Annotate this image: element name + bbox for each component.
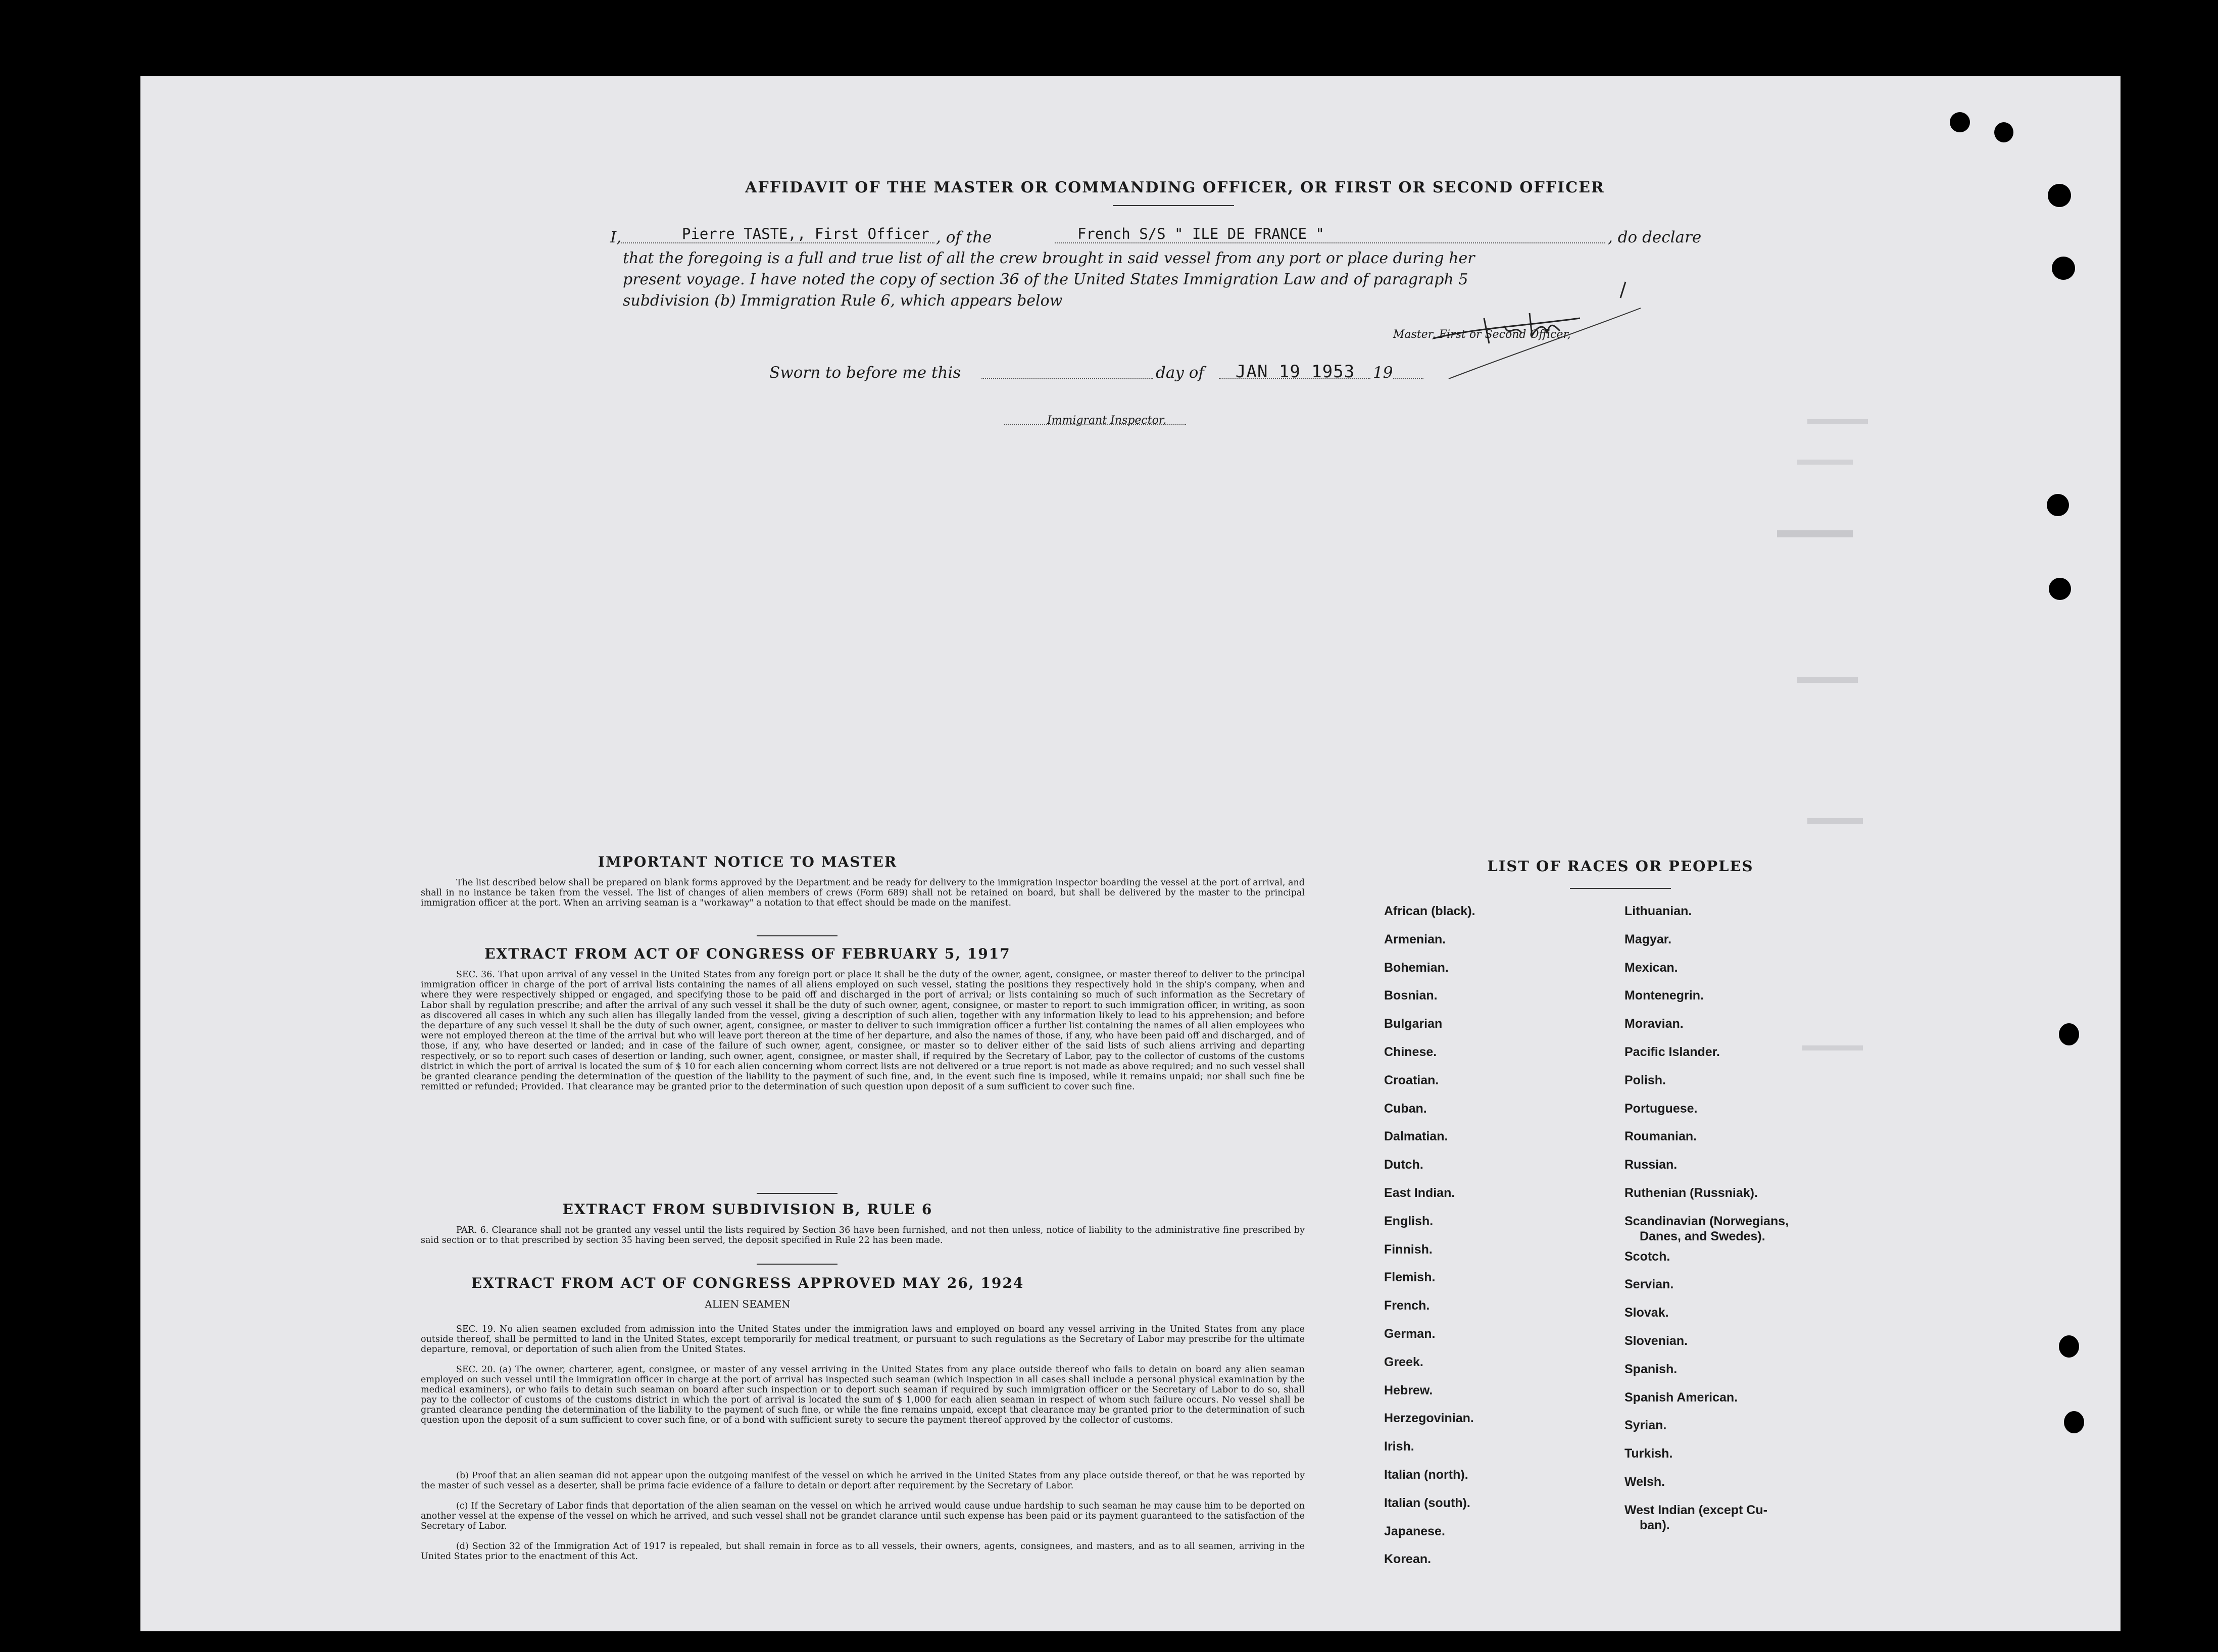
affidavit-line-4: subdivision (b) Immigration Rule 6, which appears below (623, 292, 1063, 310)
race-entry: German. (1384, 1327, 1436, 1341)
extract-1924-title: EXTRACT FROM ACT OF CONGRESS APPROVED MAY 26, 1924 (471, 1275, 1024, 1291)
sworn-label: Sworn to before me this (769, 364, 961, 382)
race-entry: Italian (south). (1384, 1495, 1470, 1510)
vessel-name: French S/S " ILE DE FRANCE " (1077, 225, 1324, 242)
bleed-mark (1777, 530, 1853, 537)
punch-hole (2059, 1335, 2079, 1358)
bleed-mark (1807, 419, 1868, 424)
race-entry: East Indian. (1384, 1186, 1455, 1200)
extract-1924-sec20a: SEC. 20. (a) The owner, charterer, agent, consignee, or master of any vessel arriving in the United States from any place outside thereof who fails to detain on board any alien seaman employed on such vessel until the immigration officer in charge at the port of arrival has inspected such seaman (which inspection in all cases shall include a personal physical examination by the medical examiners), or who fails to detain such seaman on board after such inspection or to deport such seaman if required by such immigration officer or the Secretary of Labor to do so, shall pay to the collector of customs of the customs district in which the port of arrival is located the sum of $ 1,000 for each alien seaman in respect of whom such failure occurs. No vessel shall be granted clearance pending the determination of the liability to the payment of such fine, or while the fine remains unpaid, except that clearance may be granted prior to the determination of such question upon the deposit of a sum sufficient to cover such fine, or of a bond with sufficient surety to secure the payment thereof approved by the collector of customs. (421, 1365, 1305, 1425)
race-entry: Cuban. (1384, 1101, 1427, 1116)
punch-hole (2052, 257, 2075, 280)
race-entry: Welsh. (1624, 1475, 1665, 1489)
race-entry: Lithuanian. (1624, 904, 1692, 918)
bleed-mark (1807, 818, 1863, 824)
race-entry: Bosnian. (1384, 988, 1438, 1003)
race-entry: Servian. (1624, 1277, 1674, 1292)
race-entry: Italian (north). (1384, 1468, 1468, 1482)
race-entry: Flemish. (1384, 1270, 1436, 1285)
race-entry: Chinese. (1384, 1045, 1437, 1059)
race-entry: African (black). (1384, 904, 1475, 918)
punch-hole (2048, 184, 2071, 207)
races-title: LIST OF RACES OR PEOPLES (1487, 858, 1754, 875)
race-entry: West Indian (except Cu- (1624, 1503, 1767, 1517)
race-entry: Greek. (1384, 1355, 1423, 1369)
i-label: I, (610, 228, 622, 246)
race-entry: Herzegovinian. (1384, 1411, 1474, 1426)
race-entry: Japanese. (1384, 1524, 1445, 1538)
officer-rank: , First Officer (797, 225, 929, 242)
notice-title: IMPORTANT NOTICE TO MASTER (598, 854, 898, 870)
year-label: 19 (1373, 364, 1393, 382)
race-entry: Magyar. (1624, 932, 1672, 946)
day-of-label: day of (1156, 364, 1204, 382)
extract-rule6-title: EXTRACT FROM SUBDIVISION B, RULE 6 (562, 1201, 933, 1218)
punch-hole (1950, 112, 1970, 132)
race-entry: Finnish. (1384, 1242, 1433, 1257)
race-entry: Spanish. (1624, 1362, 1678, 1376)
race-entry: Dutch. (1384, 1158, 1423, 1172)
race-entry: Danes, and Swedes). (1640, 1229, 1765, 1243)
officer-name: Pierre TASTE, (682, 225, 797, 242)
race-entry: Spanish American. (1624, 1390, 1738, 1405)
race-entry: Mexican. (1624, 960, 1678, 975)
races-column-1 (1384, 904, 1616, 1611)
race-entry: Hebrew. (1384, 1383, 1433, 1397)
race-entry: ban). (1640, 1518, 1670, 1532)
race-entry: Pacific Islander. (1624, 1045, 1720, 1059)
extract-1917-title: EXTRACT FROM ACT OF CONGRESS OF FEBRUARY 5, 1917 (484, 945, 1011, 962)
date-stamp: JAN 19 1953 (1236, 362, 1355, 382)
extract-rule6-body: PAR. 6. Clearance shall not be granted any vessel until the lists required by Section 36 have been furnished, and not then unless, notice of liability to the administrative fine prescribed by said section or to that prescribed by section 35 having been served, the deposit specified in Rule 22 has been made. (421, 1225, 1305, 1245)
alien-seamen-subtitle: ALIEN SEAMEN (705, 1298, 791, 1310)
extract-1917-body: SEC. 36. That upon arrival of any vessel in the United States from any foreign port or place it shall be the duty of the owner, agent, consignee, or master thereof to deliver to the principal immigration officer in charge of the port of arrival lists containing the names of all aliens employed on such vessel, stating the positions they respectively hold in the ship's company, when and where they were respectively shipped or engaged, and specifying those to be paid off and discharged in the port of arrival; or lists containing so much of such information as the Secretary of Labor shall by regulation prescribe; and after the arrival of any such vessel it shall be the duty of such owner, agent, consignee, or master to report to such immigration officer, in writing, as soon as discovered all cases in which any such alien has illegally landed from the vessel, giving a description of such alien, together with any information likely to lead to his apprehension; and before the departure of any such vessel it shall be the duty of such owner, agent, consignee, or master to deliver to such immigration officer a further list containing the names of all alien employees who were not employed thereon at the time of the arrival but who will leave port thereon at the time of her departure, and also the names of those, if any, who have been paid off and discharged, and of those, if any, who have deserted or landed; and in case of the failure of such owner, agent, consignee, or master so to deliver either of the said lists of such aliens arriving and departing respectively, or so to report such cases of desertion or landing, such owner, agent, consignee, or master shall, if required by the Secretary of Labor, pay to the collector of customs of the customs district in which the port of arrival is located the sum of $ 10 for each alien concerning whom correct lists are not delivered or a true report is not made as above required; and no such vessel shall be granted clearance pending the determination of the question of the liability to the payment of such fine, and, in the event such fine is imposed, while it remains unpaid; nor shall such fine be remitted or refunded; Provided. That clearance may be granted prior to the determination of such question upon deposit of a sum sufficient to cover such fine. (421, 970, 1305, 1092)
race-entry: Irish. (1384, 1439, 1414, 1454)
bleed-mark (1797, 460, 1853, 465)
race-entry: Croatian. (1384, 1073, 1439, 1087)
race-entry: Scotch. (1624, 1249, 1670, 1264)
extract-1924-sec20c: (c) If the Secretary of Labor finds that deportation of the alien seaman on the vessel on which he arrived would cause undue hardship to such seaman he may cause him to be deported on another vessel at the expense of the vessel on which he arrived, and such vessel shall not be grandet clarance until such expense has been paid or its payment guaranteed to the satisfaction of the Secretary of Labor. (421, 1501, 1305, 1531)
race-entry: Scandinavian (Norwegians, (1624, 1214, 1789, 1228)
race-entry: Slovak. (1624, 1306, 1669, 1320)
extract-1924-sec20b: (b) Proof that an alien seaman did not appear upon the outgoing manifest of the vessel on which he arrived in the United States from any place outside thereof, or that he was reported by the master of such vessel as a deserter, shall be prima facie evidence of a failure to detain or deport after requirement by the Secretary of Labor. (421, 1471, 1305, 1491)
race-entry: French. (1384, 1298, 1430, 1313)
race-entry: Bulgarian (1384, 1017, 1443, 1031)
extract-1924-sec20d: (d) Section 32 of the Immigration Act of 1917 is repealed, but shall remain in force as to all vessels, their owners, agents, consignees, and masters, and as to all seamen, arriving in the United States prior to the enactment of this Act. (421, 1541, 1305, 1562)
of-the-label: , of the (936, 228, 992, 246)
title-rule (1113, 205, 1234, 206)
extract-1924-sec19: SEC. 19. No alien seamen excluded from admission into the United States under the immigration laws and employed on board any vessel arriving in the United States from any place outside thereof, shall be permitted to land in the United States, except temporarily for medical treatment, or pursuant to such regulations as the Secretary of Labor may prescribe for the ultimate departure, removal, or deportation of such alien from the United States. (421, 1324, 1305, 1355)
punch-hole (2064, 1411, 2084, 1433)
signature-caption: Master, First or Second Officer, (1393, 328, 1571, 341)
affidavit-title: AFFIDAVIT OF THE MASTER OR COMMANDING OFFICER, OR FIRST OR SECOND OFFICER (745, 179, 1605, 196)
do-declare-label: , do declare (1608, 228, 1702, 246)
race-entry: English. (1384, 1214, 1434, 1228)
affidavit-line-2: that the foregoing is a full and true list of all the crew brought in said vessel from any port or place during her (623, 249, 1475, 267)
punch-hole (2047, 494, 2069, 516)
race-entry: Turkish. (1624, 1446, 1673, 1461)
race-entry: Slovenian. (1624, 1334, 1688, 1348)
race-entry: Dalmatian. (1384, 1129, 1448, 1144)
punch-hole (2049, 578, 2071, 600)
race-entry: Ruthenian (Russniak). (1624, 1186, 1758, 1200)
race-entry: Montenegrin. (1624, 988, 1704, 1003)
race-entry: Polish. (1624, 1073, 1666, 1087)
race-entry: Bohemian. (1384, 960, 1449, 975)
race-entry: Moravian. (1624, 1017, 1684, 1031)
race-entry: Syrian. (1624, 1418, 1667, 1433)
inspector-label: Immigrant Inspector, (1047, 414, 1166, 427)
race-entry: Russian. (1624, 1158, 1678, 1172)
notice-body: The list described below shall be prepared on blank forms approved by the Department and be ready for delivery to the immigration inspector boarding the vessel at the port of arrival, and shall in no instance be taken from the vessel. The list of changes of alien members of crews (Form 689) shall not be retained on board, but shall be delivered by the master to the principal immigration officer at the port. When an arriving seaman is a "workaway" a notation to that effect should be made on the manifest. (421, 878, 1305, 908)
affidavit-line-3: present voyage. I have noted the copy of section 36 of the United States Immigration Law and of paragraph 5 (623, 271, 1468, 288)
punch-hole (1994, 122, 2013, 142)
race-entry: Korean. (1384, 1552, 1432, 1567)
bleed-mark (1797, 677, 1858, 683)
race-entry: Armenian. (1384, 932, 1446, 946)
race-entry: Roumanian. (1624, 1129, 1697, 1144)
races-column-2 (1624, 904, 1857, 1611)
punch-hole (2059, 1023, 2079, 1045)
document-sheet (140, 76, 2121, 1631)
race-entry: Portuguese. (1624, 1101, 1698, 1116)
